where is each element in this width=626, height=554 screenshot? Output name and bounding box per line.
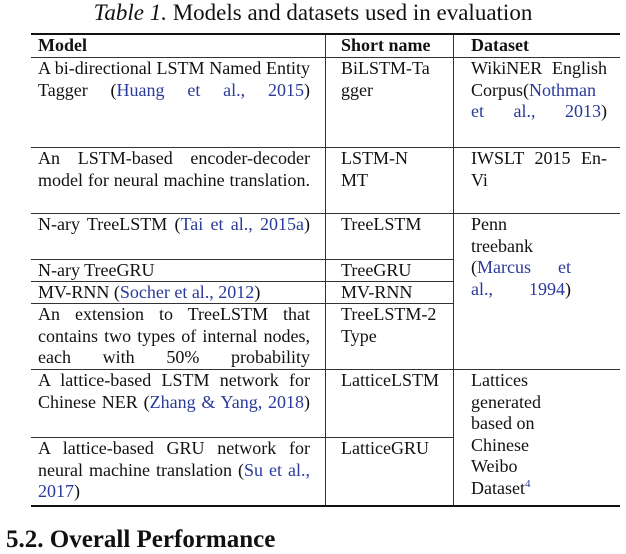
model-cell: N-ary TreeGRU xyxy=(38,260,155,280)
model-cell xyxy=(38,282,260,304)
model-text: MV-RNN ( xyxy=(38,282,120,302)
model-text: ) xyxy=(74,481,80,501)
model-text: A lattice-based GRU network for neural machine translation ( xyxy=(38,438,310,480)
header-model: Model xyxy=(38,35,87,55)
model-cell xyxy=(38,58,310,101)
citation-link[interactable]: Su et al., 2017 xyxy=(38,459,310,501)
dataset-text: Penn treebank ( xyxy=(471,214,533,277)
model-text: ) xyxy=(304,79,310,100)
section-heading xyxy=(6,526,275,554)
citation-link[interactable]: Nothman et al., 2013 xyxy=(471,79,601,121)
model-cell: An LSTM-based encoder-decoder model for neural machine translation. xyxy=(38,148,310,190)
caption-text: Models and datasets used in evaluation xyxy=(172,0,533,25)
section-title: Overall Performance xyxy=(49,526,276,553)
citation-link[interactable]: Huang et al., 2015 xyxy=(116,79,304,100)
table-caption xyxy=(0,0,626,26)
model-text: ) xyxy=(254,282,261,302)
dataset-text: WikiNER English Corpus( xyxy=(471,58,607,100)
model-text: ) xyxy=(304,391,310,412)
dataset-cell xyxy=(471,214,571,300)
header-dataset: Dataset xyxy=(471,35,529,55)
column-rule xyxy=(325,35,326,505)
model-text: A lattice-based LSTM network for Chinese NER ( xyxy=(38,370,310,412)
short-name-cell: TreeGRU xyxy=(341,260,412,280)
section-number: 5.2. xyxy=(6,526,44,553)
model-cell xyxy=(38,370,310,413)
short-name-cell: TreeLSTM xyxy=(341,214,422,234)
dataset-cell: IWSLT 2015 En-Vi xyxy=(471,148,607,190)
dataset-cell xyxy=(471,58,607,123)
short-name-cell: LatticeLSTM xyxy=(341,370,439,390)
footnote-marker[interactable]: 4 xyxy=(524,477,531,490)
dataset-text: ) xyxy=(565,278,571,299)
short-name-cell: TreeLSTM-2Type xyxy=(341,304,437,346)
short-name-cell: LatticeGRU xyxy=(341,438,429,458)
short-name-cell: BiLSTM-Tagger xyxy=(341,58,430,100)
citation-link[interactable]: Zhang & Yang, 2018 xyxy=(149,391,304,412)
citation-link[interactable]: Socher et al., 2012 xyxy=(119,282,255,302)
dataset-text: ) xyxy=(601,101,607,121)
citation-link[interactable]: Tai et al., 2015a xyxy=(180,214,304,234)
model-cell: An extension to TreeLSTM that contains two types of internal nodes, each with 50% probability xyxy=(38,304,310,367)
model-cell xyxy=(38,214,310,236)
header-short-name: Short name xyxy=(341,35,431,55)
model-text: A bi-directional LSTM Named Entity Tagger ( xyxy=(38,58,310,100)
citation-link[interactable]: Marcus et al., 1994 xyxy=(471,257,571,299)
dataset-text: Lattices generated based on Chinese Weibo Dataset xyxy=(471,370,541,498)
short-name-cell: LSTM-NMT xyxy=(341,148,408,190)
dataset-cell xyxy=(471,370,561,499)
caption-label: Table 1. xyxy=(93,0,167,25)
short-name-cell: MV-RNN xyxy=(341,282,413,302)
bottom-rule xyxy=(31,505,620,507)
model-text: N-ary TreeLSTM ( xyxy=(38,214,181,234)
column-rule xyxy=(453,35,454,505)
model-cell xyxy=(38,438,310,503)
model-text: ) xyxy=(304,214,310,234)
